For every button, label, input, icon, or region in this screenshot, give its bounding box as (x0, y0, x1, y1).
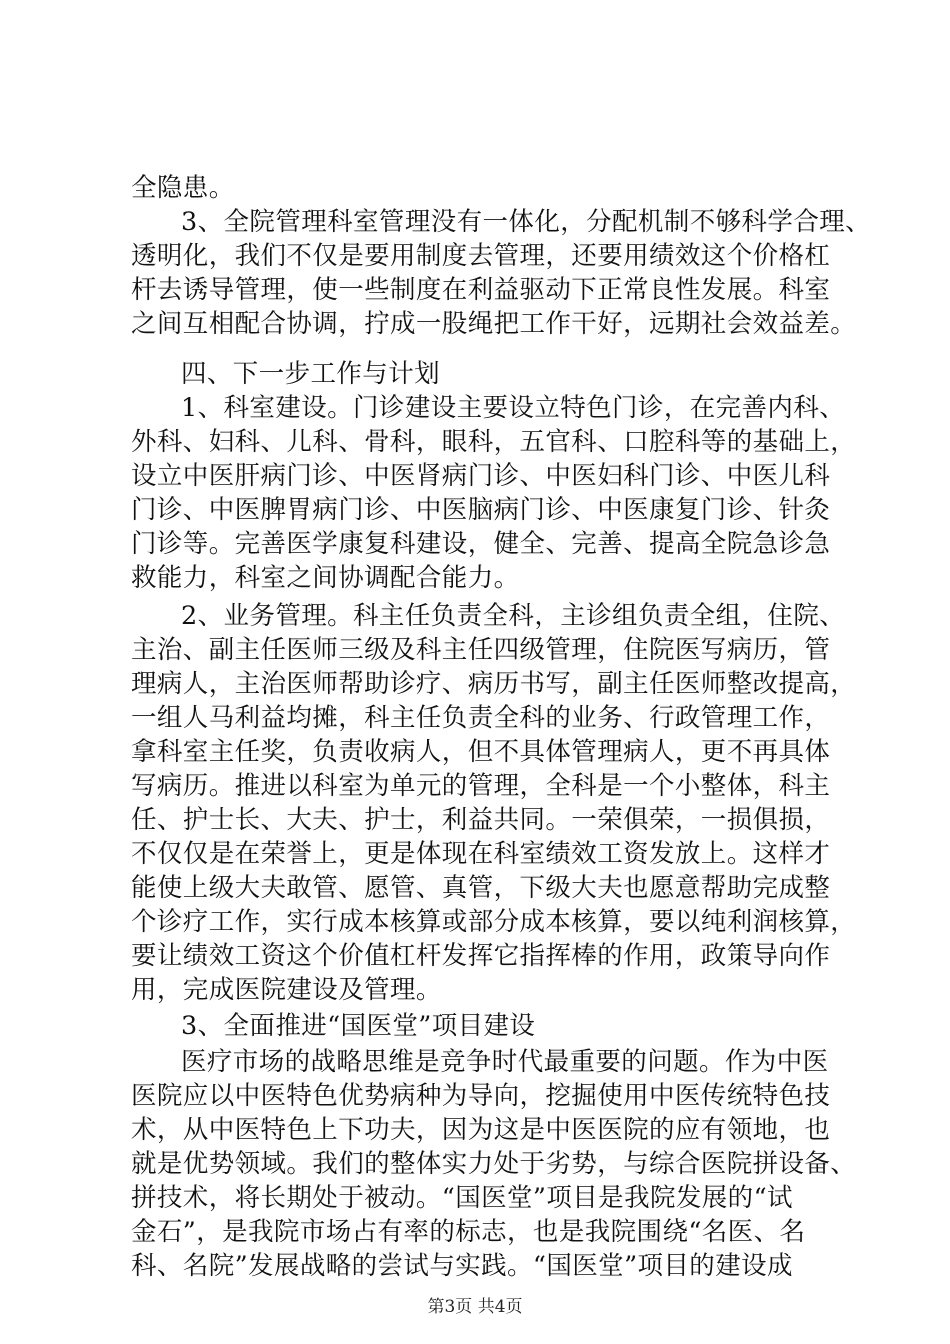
text-line: 术，从中医特色上下功夫，因为这是中医医院的应有领地，也 (131, 1115, 831, 1145)
text-line: 杆去诱导管理，使一些制度在利益驱动下正常良性发展。科室 (131, 275, 831, 305)
text-line: 拼技术，将长期处于被动。“国医堂”项目是我院发展的“试 (131, 1183, 793, 1213)
page-footer: 第3页 共4页 (427, 1297, 523, 1317)
text-line: 金石”，是我院市场占有率的标志，也是我院围绕“名医、名 (131, 1217, 806, 1247)
text-line: 个诊疗工作，实行成本核算或部分成本核算，要以纯利润核算， (131, 907, 857, 937)
text-line: 透明化，我们不仅是要用制度去管理，还要用绩效这个价格杠 (131, 241, 831, 271)
text-line: 就是优势领域。我们的整体实力处于劣势，与综合医院拼设备、 (131, 1149, 857, 1179)
text-line: 拿科室主任奖，负责收病人，但不具体管理病人，更不再具体 (131, 737, 831, 767)
text-line: 理病人，主治医师帮助诊疗、病历书写，副主任医师整改提高， (131, 669, 857, 699)
text-line: 用，完成医院建设及管理。 (131, 975, 442, 1005)
text-line: 要让绩效工资这个价值杠杆发挥它指挥棒的作用，政策导向作 (131, 941, 831, 971)
text-line: 救能力，科室之间协调配合能力。 (131, 563, 520, 593)
text-line: 设立中医肝病门诊、中医肾病门诊、中医妇科门诊、中医儿科 (131, 461, 831, 491)
text-line: 主治、副主任医师三级及科主任四级管理，住院医写病历，管 (131, 635, 831, 665)
text-line: 科、名院”发展战略的尝试与实践。“国医堂”项目的建设成 (131, 1251, 793, 1281)
text-line: 2、业务管理。科主任负责全科，主诊组负责全组，住院、 (181, 601, 846, 631)
text-line: 1、科室建设。门诊建设主要设立特色门诊，在完善内科、 (181, 393, 846, 423)
text-line: 门诊等。完善医学康复科建设，健全、完善、提高全院急诊急 (131, 529, 831, 559)
text-line: 任、护士长、大夫、护士，利益共同。一荣俱荣，一损俱损， (131, 805, 831, 835)
text-line: 3、全面推进“国医堂”项目建设 (181, 1011, 536, 1041)
text-line: 医疗市场的战略思维是竞争时代最重要的问题。作为中医 (181, 1047, 829, 1077)
text-line: 写病历。推进以科室为单元的管理，全科是一个小整体，科主 (131, 771, 831, 801)
text-line: 门诊、中医脾胃病门诊、中医脑病门诊、中医康复门诊、针灸 (131, 495, 831, 525)
text-line: 能使上级大夫敢管、愿管、真管，下级大夫也愿意帮助完成整 (131, 873, 831, 903)
text-line: 之间互相配合协调，拧成一股绳把工作干好，远期社会效益差。 (131, 309, 857, 339)
text-line: 外科、妇科、儿科、骨科，眼科，五官科、口腔科等的基础上， (131, 427, 857, 457)
text-line: 3、全院管理科室管理没有一体化，分配机制不够科学合理、 (181, 207, 872, 237)
text-line: 医院应以中医特色优势病种为导向，挖掘使用中医传统特色技 (131, 1081, 831, 1111)
text-line: 全隐患。 (131, 173, 235, 203)
text-line: 不仅仅是在荣誉上，更是体现在科室绩效工资发放上。这样才 (131, 839, 831, 869)
section-heading: 四、下一步工作与计划 (181, 359, 441, 389)
text-line: 一组人马利益均摊，科主任负责全科的业务、行政管理工作， (131, 703, 831, 733)
